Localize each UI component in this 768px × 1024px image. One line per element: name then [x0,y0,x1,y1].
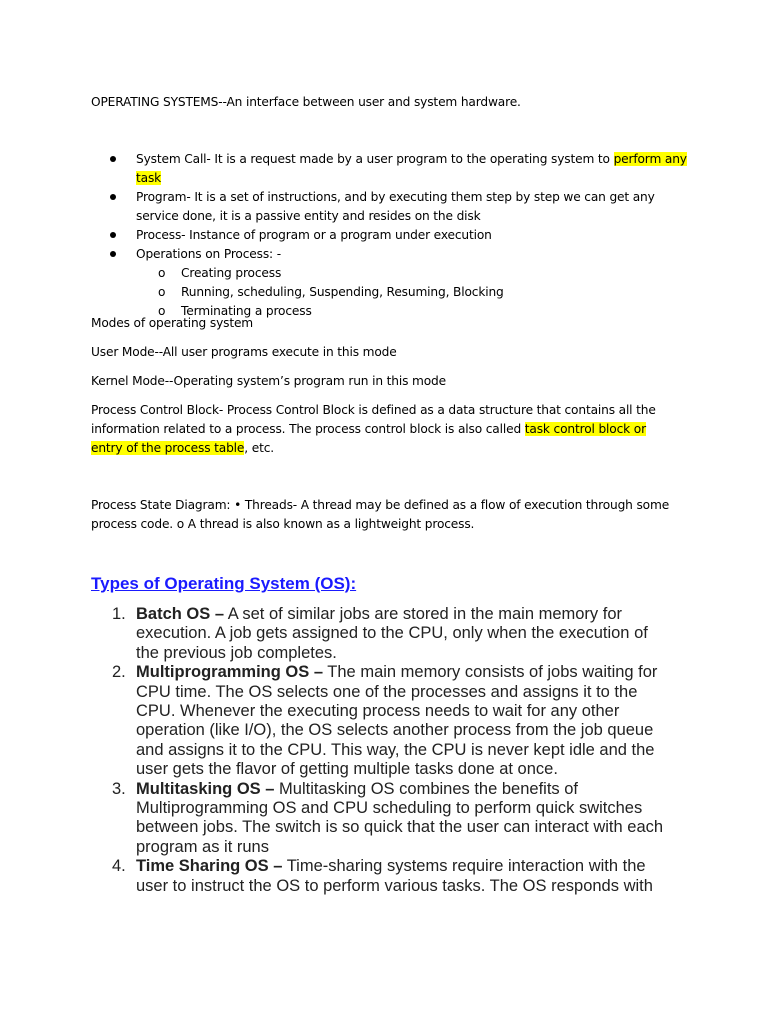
bullet-text: System Call- It is a request made by a user program to the operating system to [136,152,614,166]
sub-bullet-list [136,264,700,321]
bullet-item-program [0,188,676,226]
os-type-title: Multiprogramming OS – [136,663,324,682]
sub-bullet-marker: o [158,285,166,299]
intro-paragraph: OPERATING SYSTEMS--An interface between user and system hardware. [91,95,521,109]
bullet-item-operations [0,245,700,321]
bullet-text: Program- It is a set of instructions, and by executing them step by step we can get any service done, it is a passive entity and resides on the disk [136,190,655,223]
os-type-item-time-sharing [0,857,661,896]
os-type-text: A set of similar jobs are stored in the main memory for execution. A job gets assigned to the CPU, only when the execution of the previous job completes. [136,605,648,662]
sub-bullet-text: Terminating a process [181,304,312,318]
pcb-paragraph [91,401,671,458]
os-type-item-multitasking [0,780,671,858]
modes-title: Modes of operating system [91,316,254,330]
os-type-text: Time-sharing systems require interaction with the user to instruct the OS to perform various tasks. The OS responds with [136,857,653,895]
sub-bullet-item [136,264,700,283]
bullet-dot [110,232,116,238]
types-heading: Types of Operating System (OS): [91,574,357,593]
os-type-title: Multitasking OS – [136,779,275,798]
sub-bullet-text: Creating process [181,266,282,280]
user-mode-paragraph: User Mode--All user programs execute in this mode [91,345,397,359]
sub-bullet-marker: o [158,304,166,318]
pcb-text: Process Control Block- Process Control Block is defined as a data structure that contains all the information related to a process. The process control block is also called [91,403,656,436]
list-number: 3. [112,779,126,798]
bullet-item-system-call [0,150,700,188]
bullet-dot [110,194,116,200]
sub-bullet-item [136,283,700,302]
bullet-list [0,150,700,321]
os-type-item-batch [0,605,666,663]
kernel-mode-paragraph: Kernel Mode--Operating system’s program run in this mode [91,374,446,388]
highlighted-text: perform any task [136,152,687,185]
highlighted-text: task control block or entry of the process table [91,422,646,455]
list-number: 2. [112,663,126,682]
os-type-title: Batch OS – [136,605,225,623]
sub-bullet-marker: o [158,266,166,280]
os-type-text: Multitasking OS combines the benefits of Multiprogramming OS and CPU scheduling to perform quick switches between jobs. The switch is so quick that the user can interact with each program as it runs [136,779,664,856]
list-number: 1. [112,605,126,623]
os-type-title: Time Sharing OS – [136,857,283,876]
os-type-item-multiprogramming [0,663,666,779]
list-number: 4. [112,857,126,876]
bullet-dot [110,156,116,162]
bullet-dot [110,251,116,257]
os-type-text: The main memory consists of jobs waiting for CPU time. The OS selects one of the processes and assigns it to the CPU. Whenever the executing process needs to wait for any other operation (like I/O), the OS selects another process from the job queue and assigns it to the CPU. This way, the CPU is never kept idle and the user gets the flavor of getting multiple tasks done at once. [136,663,658,779]
bullet-text: Process- Instance of program or a program under execution [136,228,492,242]
bullet-text: Operations on Process: - [136,247,281,261]
sub-bullet-text: Running, scheduling, Suspending, Resuming, Blocking [181,285,504,299]
pcb-tail: , etc. [244,441,274,455]
os-types-list [0,605,700,896]
bullet-item-process [0,226,700,245]
process-state-paragraph: Process State Diagram: • Threads- A thread may be defined as a flow of execution through some process code. o A thread is also known as a lightweight process. [91,498,670,531]
